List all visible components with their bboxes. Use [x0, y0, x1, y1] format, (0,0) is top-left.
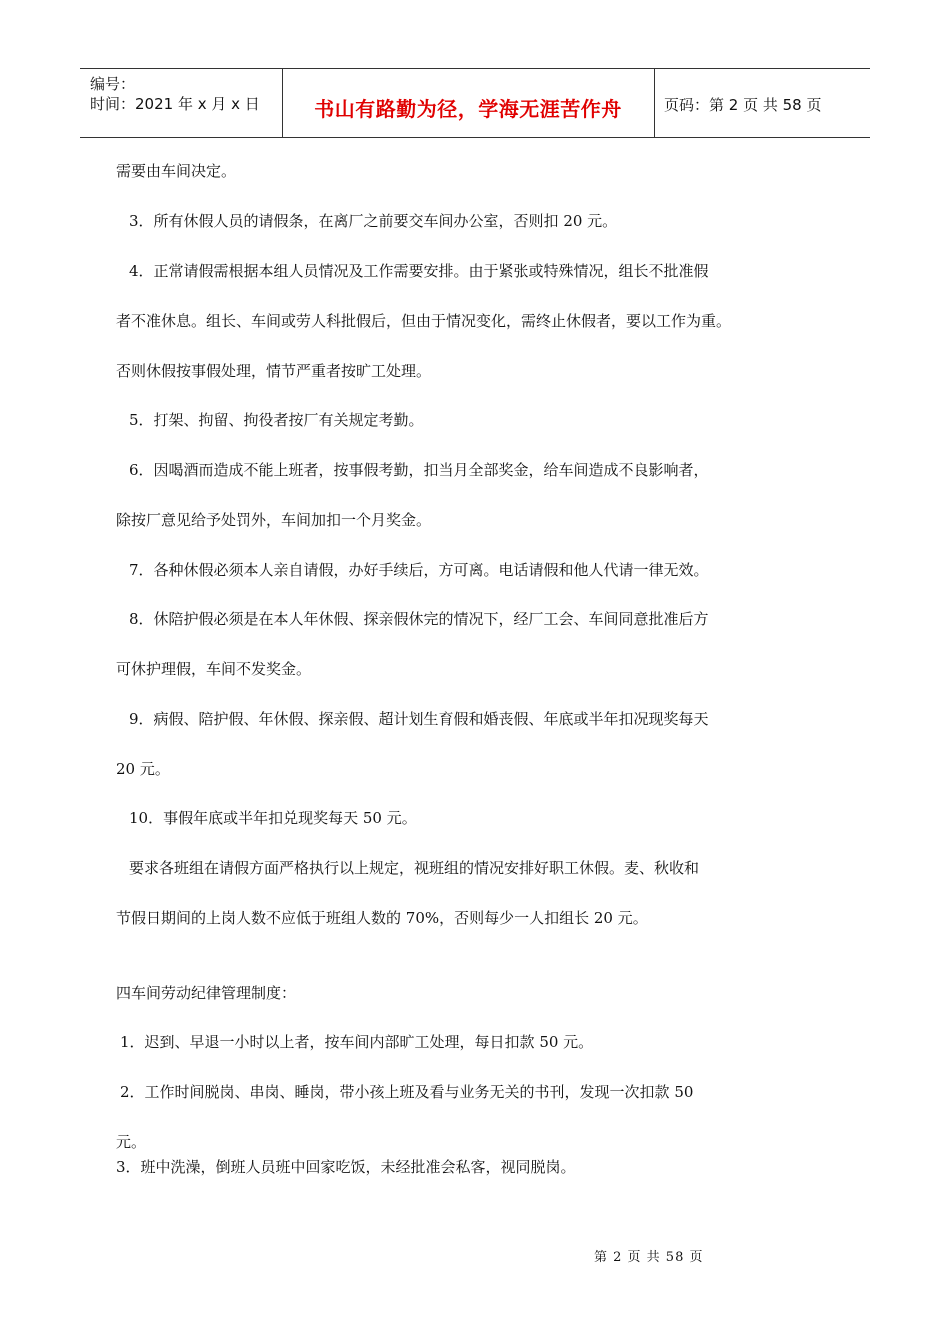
document-number-label: 编号：: [90, 75, 136, 93]
document-header: [80, 68, 870, 138]
header-motto: 书山有路勤为径，学海无涯苦作舟: [314, 97, 622, 121]
paragraph-line: 10．事假年底或半年扣兑现奖每天 50 元。: [129, 809, 417, 827]
footer-page-number: 第 2 页 共 58 页: [594, 1250, 704, 1265]
paragraph-line: 5．打架、拘留、拘役者按厂有关规定考勤。: [129, 411, 424, 429]
paragraph-line: 除按厂意见给予处罚外，车间加扣一个月奖金。: [116, 511, 432, 529]
paragraph-line: 节假日期间的上岗人数不应低于班组人数的 70%，否则每少一人扣组长 20 元。: [116, 909, 648, 927]
paragraph-line: 20 元。: [116, 760, 170, 778]
paragraph-line: 9．病假、陪护假、年休假、探亲假、超计划生育假和婚丧假、年底或半年扣况现奖每天: [129, 710, 709, 728]
paragraph-line: 1．迟到、早退一小时以上者，按车间内部旷工处理，每日扣款 50 元。: [120, 1033, 594, 1051]
header-info-cell: [80, 69, 283, 137]
paragraph-line: 元。: [116, 1133, 147, 1151]
paragraph-line: 可休护理假，车间不发奖金。: [116, 660, 312, 678]
document-date-label: 时间：2021 年 x 月 x 日: [90, 95, 260, 113]
paragraph-line: 3．所有休假人员的请假条，在离厂之前要交车间办公室，否则扣 20 元。: [129, 212, 618, 230]
paragraph-line: 4．正常请假需根据本组人员情况及工作需要安排。由于紧张或特殊情况，组长不批准假: [129, 262, 709, 280]
paragraph-line: 需要由车间决定。: [116, 162, 237, 180]
paragraph-line: 8．休陪护假必须是在本人年休假、探亲假休完的情况下，经厂工会、车间同意批准后方: [129, 610, 709, 628]
paragraph-line: 否则休假按事假处理，情节严重者按旷工处理。: [116, 362, 432, 380]
paragraph-line: 要求各班组在请假方面严格执行以上规定，视班组的情况安排好职工休假。麦、秋收和: [129, 859, 700, 877]
paragraph-line: 者不准休息。组长、车间或劳人科批假后，但由于情况变化，需终止休假者，要以工作为重。: [116, 312, 732, 330]
paragraph-line: 3．班中洗澡，倒班人员班中回家吃饭，未经批准会私客，视同脱岗。: [116, 1158, 576, 1176]
header-page-number: 页码：第 2 页 共 58 页: [664, 96, 822, 114]
header-page-cell: [655, 69, 870, 137]
paragraph-line: 6．因喝酒而造成不能上班者，按事假考勤，扣当月全部奖金，给车间造成不良影响者，: [129, 461, 709, 479]
paragraph-line: 7．各种休假必须本人亲自请假，办好手续后，方可离。电话请假和他人代请一律无效。: [129, 561, 709, 579]
header-motto-cell: [282, 69, 655, 137]
paragraph-line: 2．工作时间脱岗、串岗、睡岗，带小孩上班及看与业务无关的书刊，发现一次扣款 50: [120, 1083, 694, 1101]
section-heading: 四车间劳动纪律管理制度：: [116, 984, 297, 1002]
